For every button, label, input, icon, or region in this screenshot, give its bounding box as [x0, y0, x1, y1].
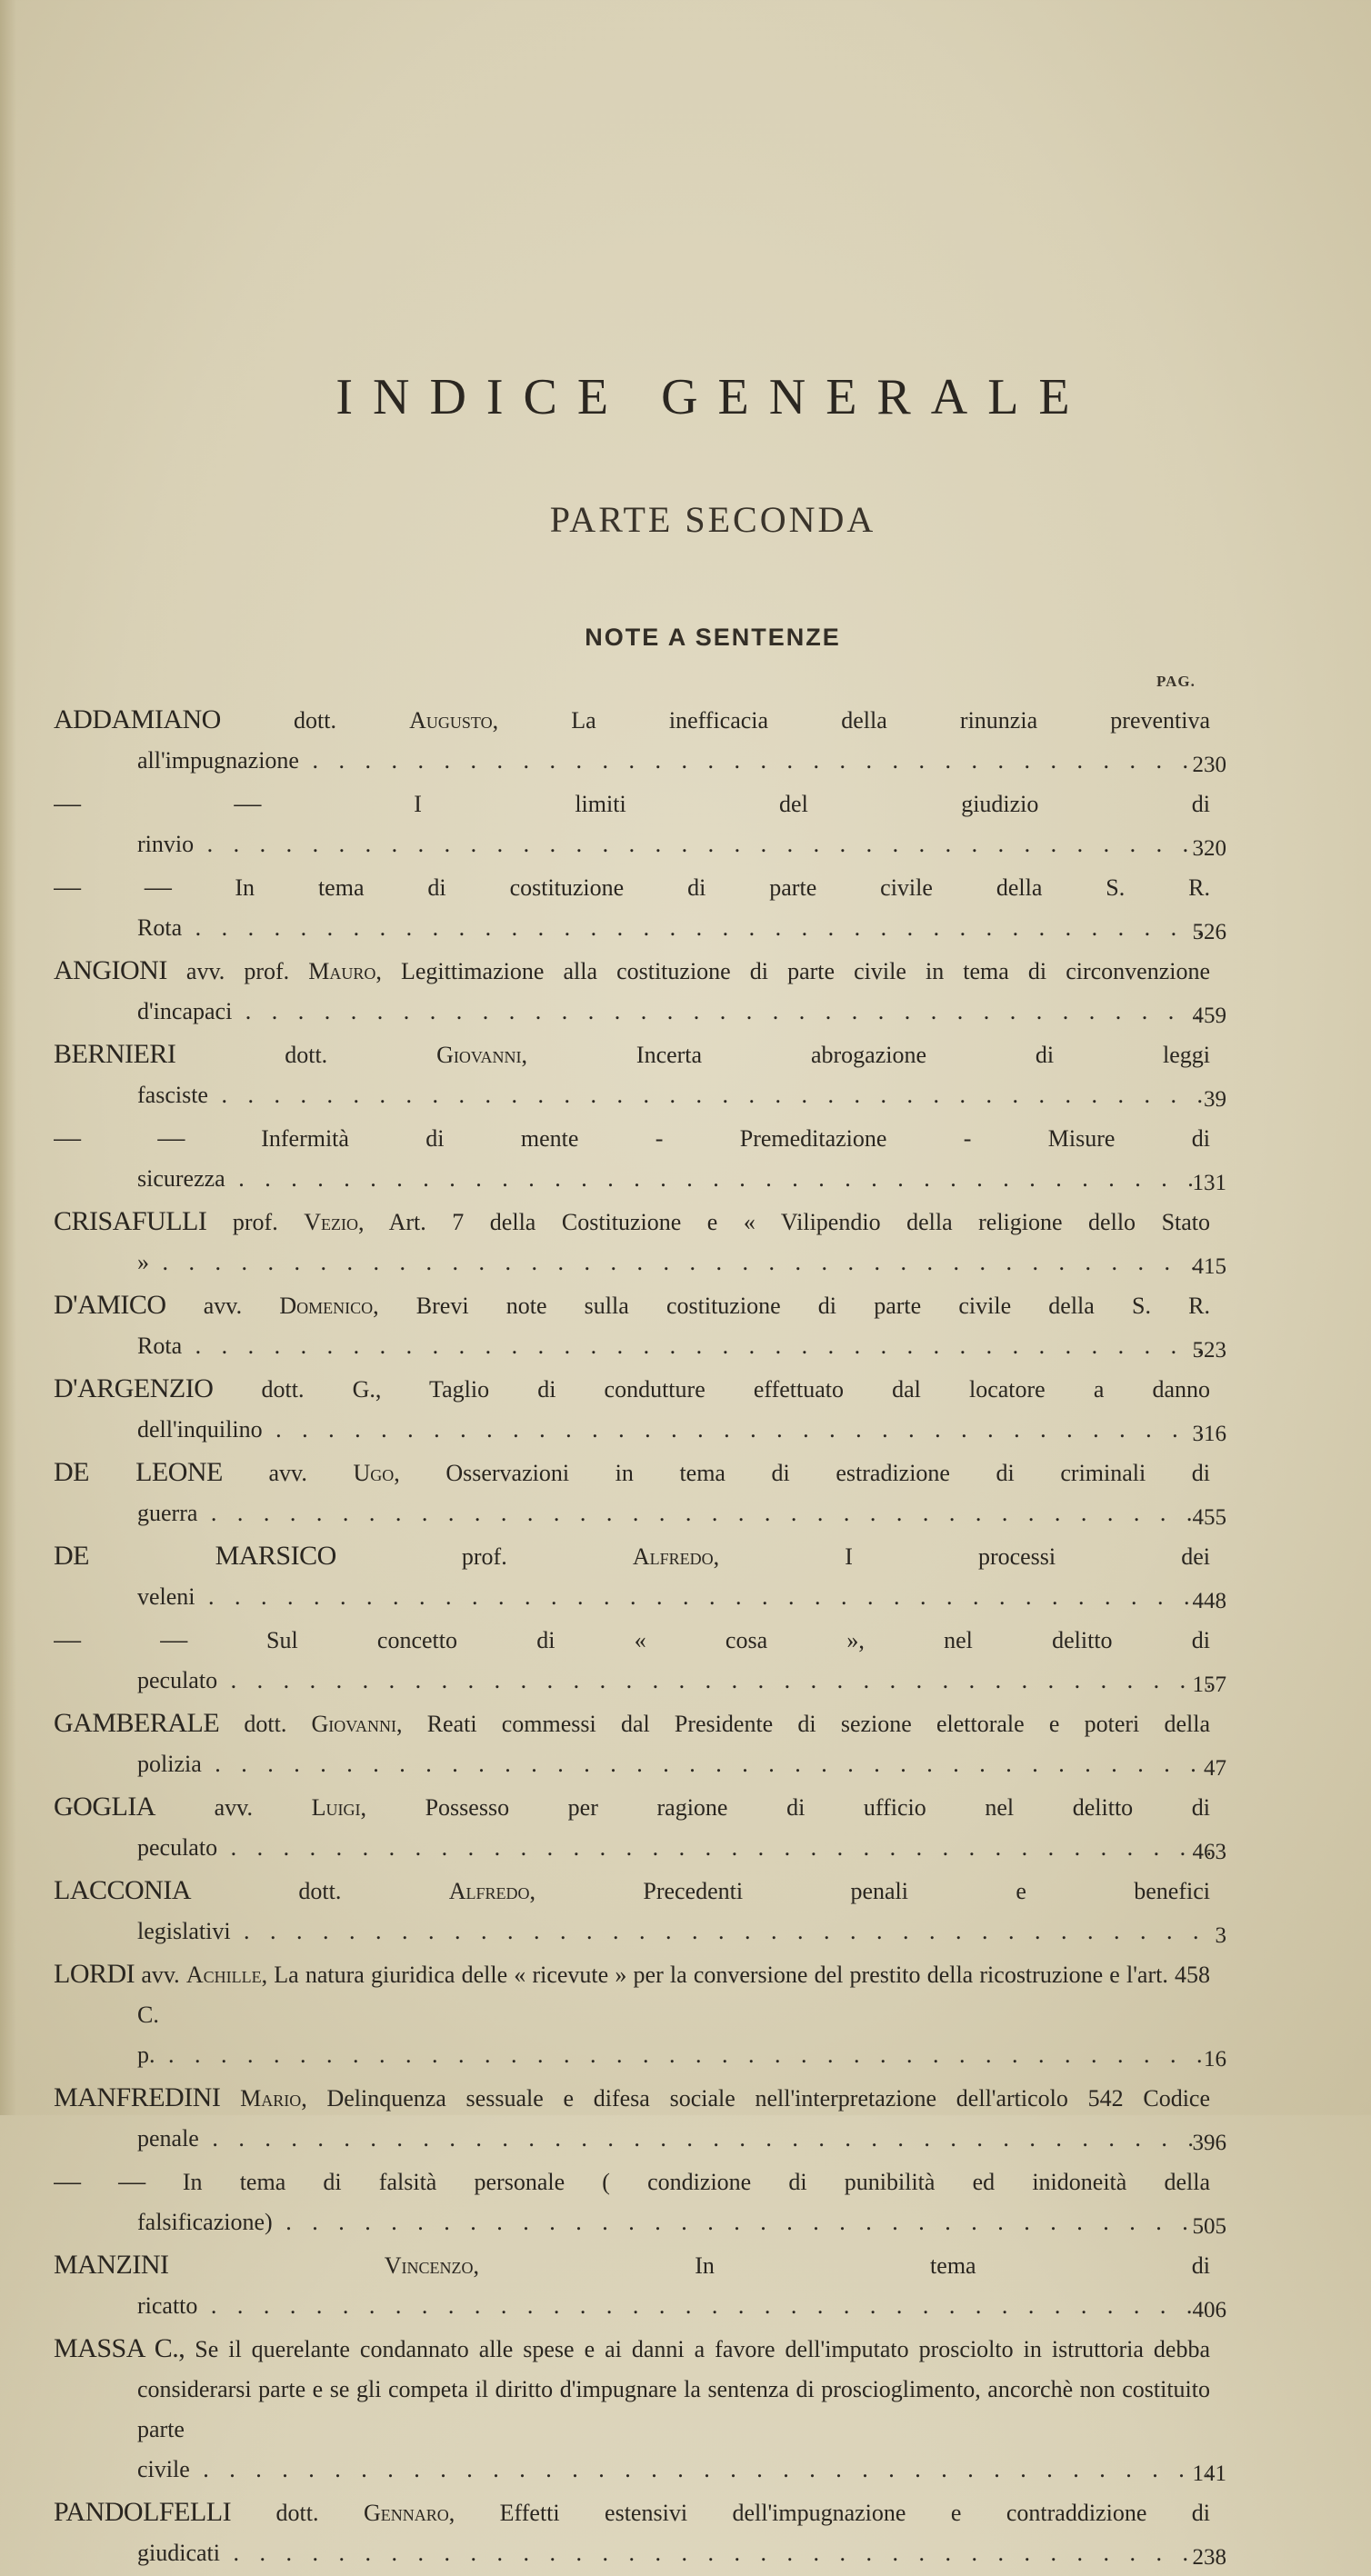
author-given-name: Mauro,	[308, 958, 382, 984]
author-name: GOGLIA	[54, 1792, 155, 1822]
author-given-name: Alfredo,	[448, 1878, 535, 1904]
page-title: INDICE GENERALE	[335, 369, 1090, 425]
entry-text	[54, 1954, 1210, 2075]
entry-text	[54, 1620, 1210, 1701]
index-entry	[54, 1369, 1236, 1450]
author-name: D'AMICO	[54, 1290, 166, 1320]
page-number: 526	[1192, 920, 1226, 944]
page-number: 463	[1192, 1840, 1226, 1864]
index-entry	[54, 1954, 1236, 2075]
entry-text	[54, 1536, 1210, 1617]
entry-text	[54, 1453, 1210, 1533]
author-qualifier: avv.	[203, 1293, 243, 1319]
author-given-name: Vincenzo,	[384, 2252, 479, 2279]
author-name: — —	[54, 1123, 185, 1153]
author-qualifier: avv.	[214, 1794, 253, 1821]
page-number: 415	[1192, 1254, 1226, 1279]
author-qualifier: dott.	[294, 707, 336, 734]
part-heading: PARTE SECONDA	[549, 499, 876, 540]
entry-title: Incerta abrogazione di leggi fasciste . . .	[137, 1042, 1210, 1108]
author-name: GAMBERALE	[54, 1708, 220, 1738]
entry-text	[54, 2492, 1210, 2573]
page-number: 131	[1192, 1171, 1226, 1195]
author-name: BERNIERI	[54, 1039, 176, 1069]
author-given-name: Achille,	[185, 1962, 268, 1988]
page-number: 230	[1192, 753, 1226, 777]
index-entry	[54, 1871, 1236, 1952]
entry-title: In tema di falsità personale ( condizione di punibilità ed inidoneità della falsificazione) . . .	[137, 2169, 1210, 2235]
author-qualifier: prof.	[461, 1543, 507, 1570]
entry-title: Art. 7 della Costituzione e « Vilipendio della religione dello Stato » . . .	[137, 1209, 1210, 1275]
index-entry	[54, 2329, 1236, 2490]
author-given-name: Domenico,	[279, 1293, 379, 1319]
author-given-name: Alfredo,	[632, 1543, 720, 1570]
entry-text	[54, 1202, 1210, 1283]
entry-text	[54, 2162, 1210, 2242]
index-entry	[54, 1118, 1236, 1199]
index-entry	[54, 1536, 1236, 1617]
author-given-name: Mario,	[240, 2085, 307, 2112]
entry-title: Legittimazione alla costituzione di parte civile in tema di circonvenzione d'incapaci . . .	[137, 958, 1210, 1024]
entry-text	[54, 867, 1210, 948]
entry-text	[54, 1703, 1210, 1784]
page-number: 157	[1192, 1672, 1226, 1697]
author-qualifier: dott.	[261, 1376, 305, 1403]
page-number: 47	[1204, 1756, 1226, 1781]
author-given-name: G.,	[352, 1376, 382, 1403]
index-entry	[54, 867, 1236, 948]
author-name: ANGIONI	[54, 955, 167, 985]
entry-title: Infermità di mente - Premeditazione - Misure di sicurezza . . .	[137, 1125, 1210, 1192]
author-given-name: Gennaro,	[363, 2500, 455, 2526]
entry-text	[54, 700, 1210, 781]
page-column-label: PAG.	[1156, 673, 1196, 690]
author-qualifier: prof.	[232, 1209, 278, 1235]
author-qualifier: dott.	[285, 1042, 328, 1068]
entry-title: Reati commessi dal Presidente di sezione elettorale e poteri della polizia . . .	[137, 1711, 1210, 1777]
author-given-name: Vezio,	[304, 1209, 365, 1235]
index-entry	[54, 2162, 1236, 2242]
author-name: — —	[54, 788, 261, 818]
page-number: 455	[1192, 1505, 1226, 1530]
page-number: 448	[1192, 1589, 1226, 1613]
entry-title: La inefficacia della rinunzia preventiva all'impugnazione . . .	[137, 707, 1210, 774]
author-name: CRISAFULLI	[54, 1206, 207, 1236]
entry-title: Se il querelante condannato alle spese e ai danni a favore dell'imputato prosciolto in istruttoria debba considerarsi parte e se gli competa il diritto d'impugnare la sentenza di proscioglimento, ancorchè non costituito parte civile . . .	[137, 2336, 1210, 2482]
author-qualifier: avv.	[141, 1962, 180, 1988]
entry-text	[54, 2245, 1210, 2326]
author-name: PANDOLFELLI	[54, 2497, 232, 2527]
index-entry	[54, 1787, 1236, 1868]
author-qualifier: avv.	[268, 1460, 307, 1486]
entry-title: Delinquenza sessuale e difesa sociale nell'interpretazione dell'articolo 542 Codice penale . . .	[137, 2085, 1210, 2152]
page-number: 523	[1192, 1338, 1226, 1363]
index-entry	[54, 2245, 1236, 2326]
entry-title: Effetti estensivi dell'impugnazione e contraddizione di giudicati . . .	[137, 2500, 1210, 2566]
index-entry	[54, 1034, 1236, 1115]
page-edge-shadow	[0, 0, 16, 2115]
page-number: 406	[1192, 2298, 1226, 2322]
page-number: 320	[1192, 836, 1226, 861]
author-name: LORDI	[54, 1959, 135, 1989]
author-qualifier: dott.	[275, 2500, 319, 2526]
index-entry	[54, 1202, 1236, 1283]
index-entry	[54, 2492, 1236, 2573]
author-qualifier: dott.	[298, 1878, 342, 1904]
author-given-name: Ugo,	[353, 1460, 400, 1486]
entry-title: Possesso per ragione di ufficio nel delitto di peculato . . .	[137, 1794, 1210, 1861]
entry-text	[54, 1285, 1210, 1366]
author-given-name: Augusto,	[409, 707, 499, 734]
author-given-name: Luigi,	[311, 1794, 366, 1821]
author-name: ADDAMIANO	[54, 704, 221, 734]
entry-title: Taglio di condutture effettuato dal locatore a danno dell'inquilino . . .	[137, 1376, 1210, 1443]
index-entry	[54, 1285, 1236, 1366]
author-name: D'ARGENZIO	[54, 1373, 214, 1403]
index-entry	[54, 784, 1236, 864]
author-qualifier: dott.	[244, 1711, 287, 1737]
page-number: 3	[1215, 1923, 1226, 1948]
section-heading: NOTE A SENTENZE	[585, 624, 841, 651]
entry-text	[54, 951, 1210, 1032]
entry-text	[54, 1871, 1210, 1952]
author-name: — —	[54, 2166, 145, 2196]
entry-text	[54, 1118, 1210, 1199]
author-given-name: Giovanni,	[436, 1042, 528, 1068]
entry-text	[54, 1369, 1210, 1450]
entry-title: Osservazioni in tema di estradizione di criminali di guerra . . .	[137, 1460, 1210, 1526]
entry-title: Brevi note sulla costituzione di parte civile della S. R. Rota . . .	[137, 1293, 1210, 1359]
index-entry	[54, 2078, 1236, 2159]
entry-text	[54, 784, 1210, 864]
index-entry	[54, 951, 1236, 1032]
entry-text	[54, 2329, 1210, 2490]
page-number: 141	[1192, 2461, 1226, 2486]
entry-text	[54, 1034, 1210, 1115]
index-list	[54, 700, 1236, 2576]
author-name: LACCONIA	[54, 1875, 191, 1905]
author-name: MASSA C.,	[54, 2333, 185, 2363]
index-entry	[54, 700, 1236, 781]
page-number: 459	[1192, 1003, 1226, 1028]
author-name: DE LEONE	[54, 1457, 223, 1487]
author-name: — —	[54, 872, 172, 902]
entry-text	[54, 1787, 1210, 1868]
page-number: 16	[1204, 2047, 1226, 2072]
entry-text	[54, 2078, 1210, 2159]
entry-title: La natura giuridica delle « ricevute » per la conversione del prestito della ricostruzione e l'art. 458 C. p. . . .	[137, 1962, 1210, 2068]
entry-title: Sul concetto di « cosa », nel delitto di peculato . . .	[137, 1627, 1210, 1693]
author-name: MANFREDINI	[54, 2082, 221, 2112]
author-given-name: Giovanni,	[311, 1711, 403, 1737]
page-number: 396	[1192, 2131, 1226, 2155]
entry-title: I limiti del giudizio di rinvio . . .	[137, 791, 1210, 857]
page-number: 39	[1204, 1087, 1226, 1112]
entry-title: In tema di ricatto . . .	[137, 2252, 1210, 2319]
author-name: MANZINI	[54, 2250, 169, 2280]
page-number: 316	[1192, 1422, 1226, 1446]
author-name: — —	[54, 1624, 187, 1654]
author-qualifier: avv. prof.	[185, 958, 290, 984]
index-entry	[54, 1620, 1236, 1701]
entry-title: In tema di costituzione di parte civile della S. R. Rota . . .	[137, 874, 1210, 941]
entry-title: I processi dei veleni . . .	[137, 1543, 1210, 1610]
author-name: DE MARSICO	[54, 1541, 336, 1571]
entry-title: Precedenti penali e benefici legislativi . . .	[137, 1878, 1210, 1944]
page-number: 505	[1192, 2214, 1226, 2239]
index-entry	[54, 1453, 1236, 1533]
index-entry	[54, 1703, 1236, 1784]
page-number: 238	[1192, 2545, 1226, 2570]
